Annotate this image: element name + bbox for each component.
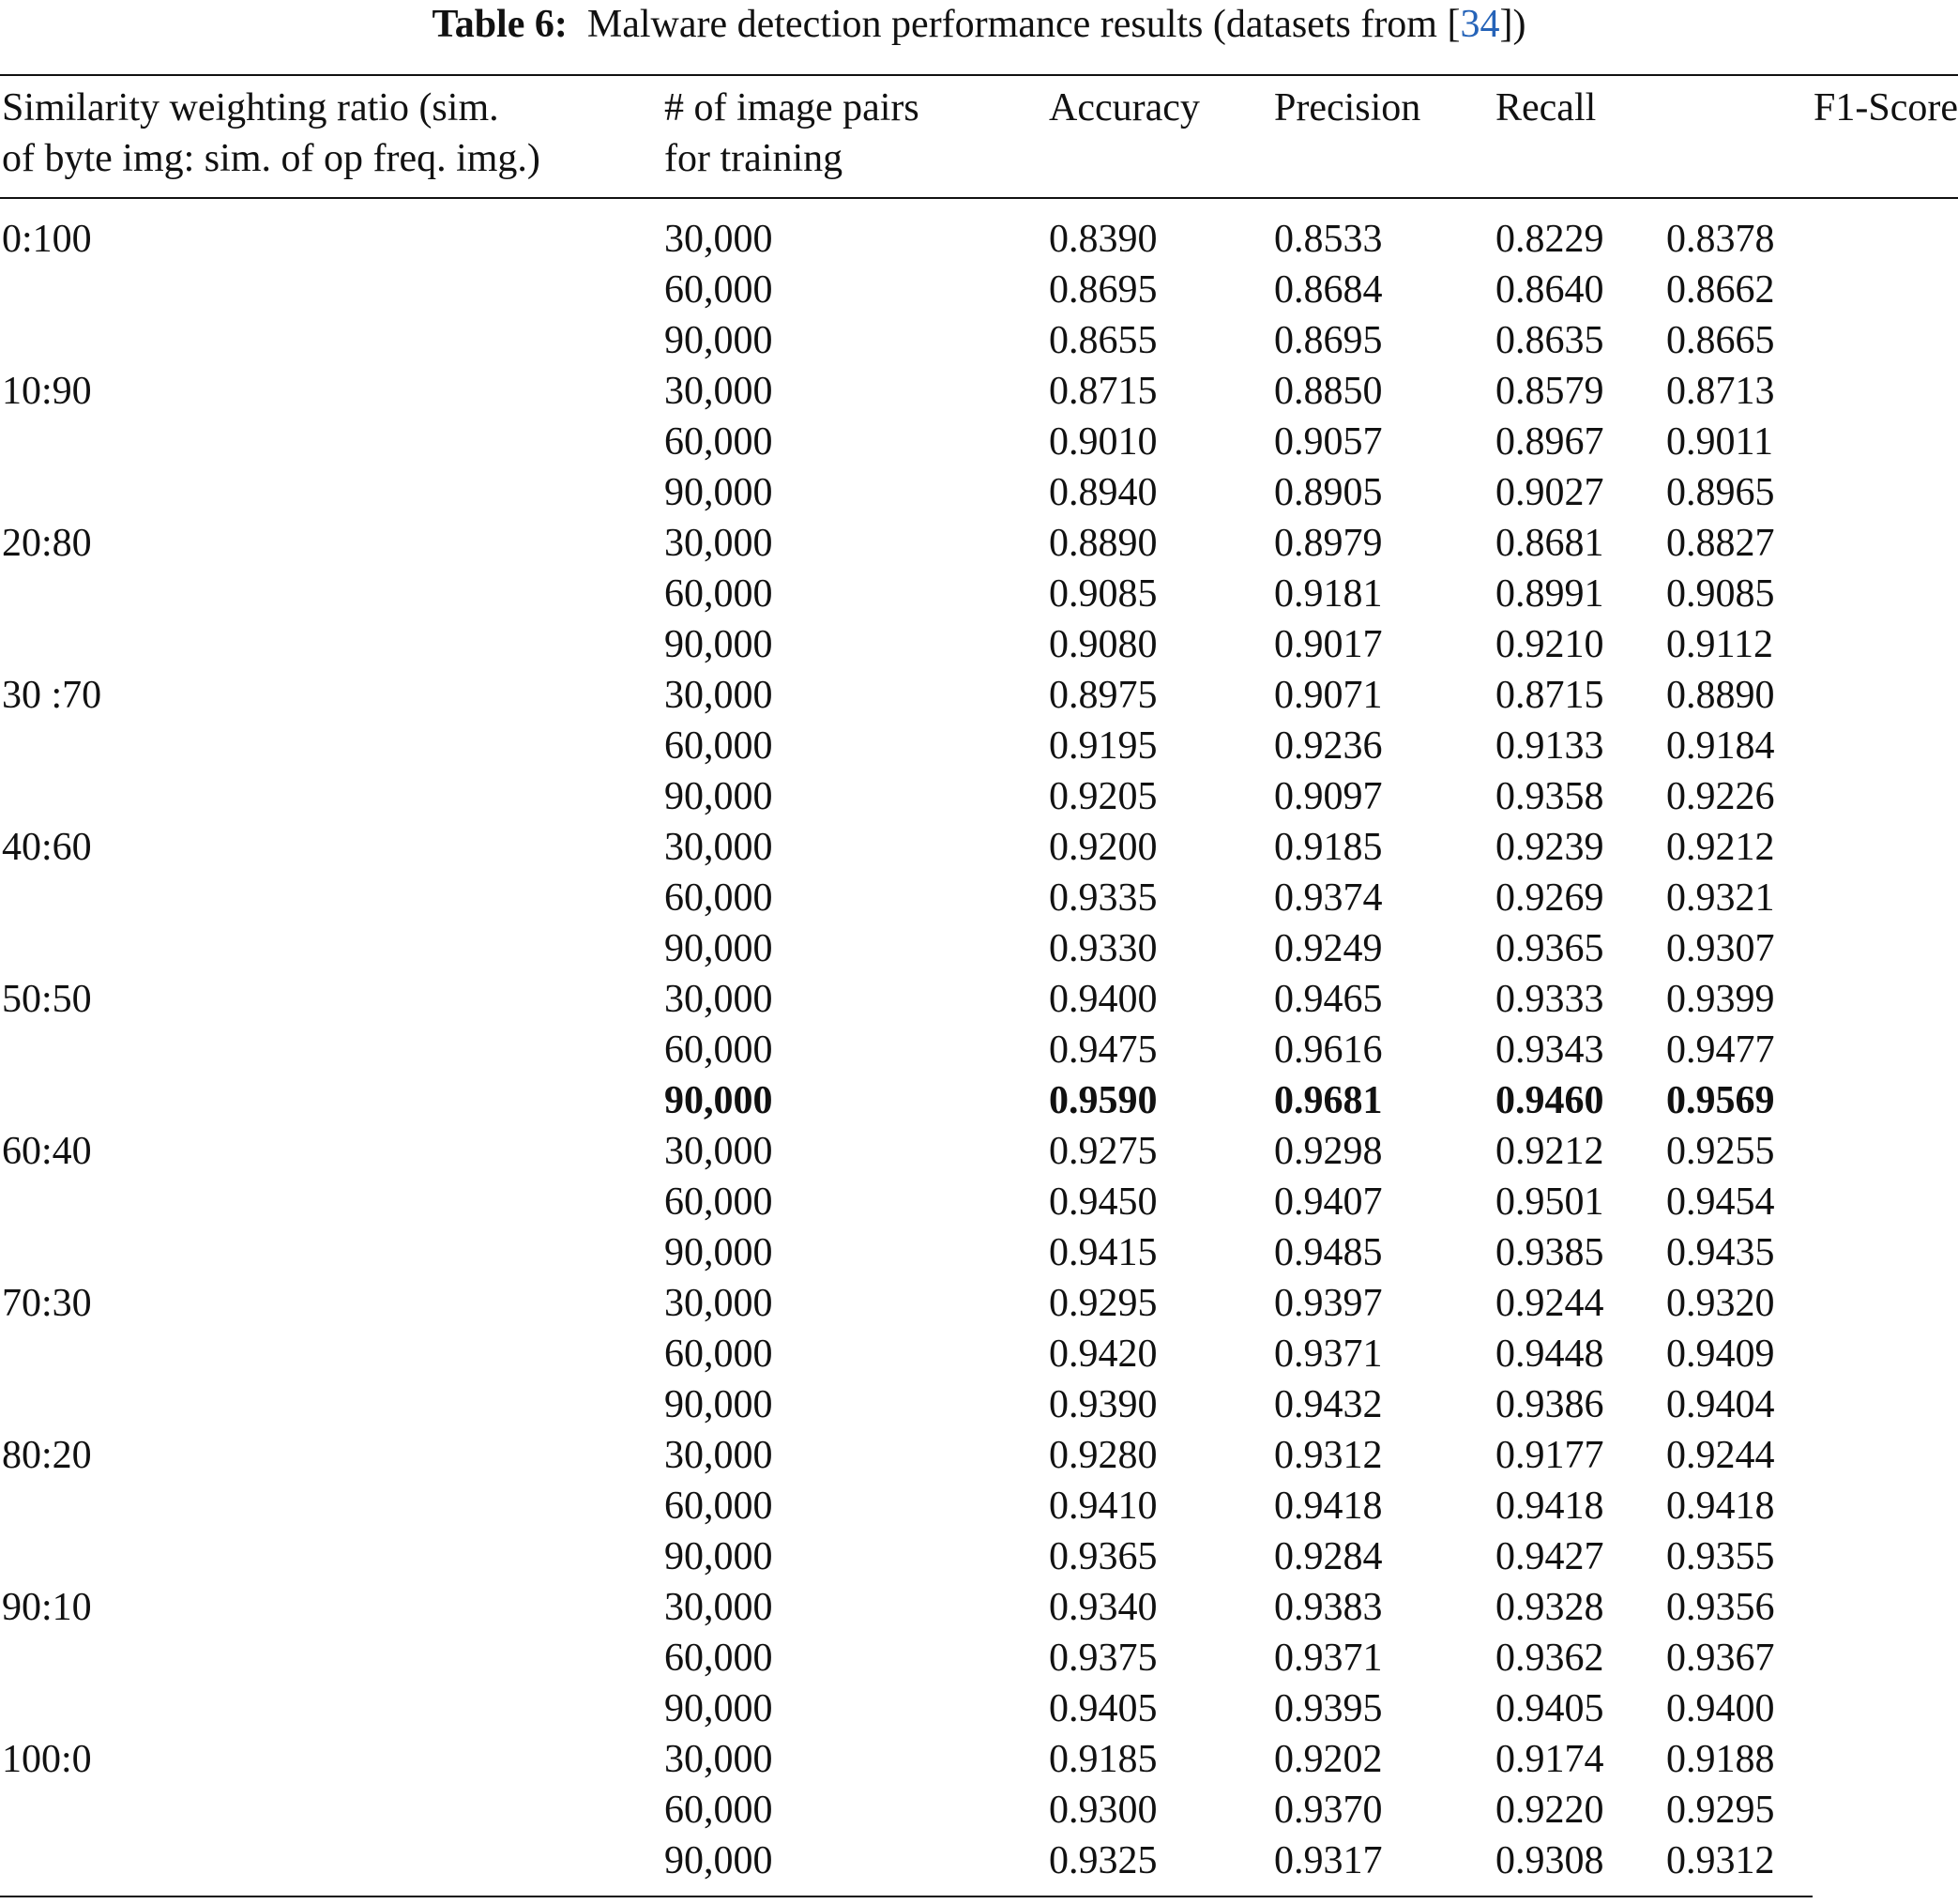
cell-f1-score: 0.9400	[1666, 1687, 1775, 1730]
cell-recall: 0.9269	[1495, 876, 1604, 920]
cell-accuracy: 0.9195	[1049, 724, 1158, 768]
cell-accuracy: 0.9365	[1049, 1535, 1158, 1578]
header-rule	[0, 197, 1958, 199]
cell-accuracy: 0.9295	[1049, 1282, 1158, 1325]
cell-recall: 0.9239	[1495, 826, 1604, 869]
cell-image-pairs: 30,000	[664, 522, 773, 565]
cell-recall: 0.9385	[1495, 1231, 1604, 1274]
cell-accuracy: 0.8715	[1049, 370, 1158, 413]
cell-f1-score: 0.9477	[1666, 1028, 1775, 1072]
cell-accuracy: 0.8695	[1049, 268, 1158, 312]
cell-precision: 0.9681	[1274, 1079, 1383, 1122]
cell-f1-score: 0.9435	[1666, 1231, 1775, 1274]
header-precision: Precision	[1274, 86, 1421, 129]
table-row	[0, 1126, 1958, 1177]
cell-accuracy: 0.9405	[1049, 1687, 1158, 1730]
cell-f1-score: 0.8965	[1666, 471, 1775, 514]
cell-accuracy: 0.9300	[1049, 1789, 1158, 1832]
table-row	[0, 1785, 1958, 1835]
table-row	[0, 1582, 1958, 1633]
cell-f1-score: 0.9184	[1666, 724, 1775, 768]
table-row	[0, 467, 1958, 518]
table-row	[0, 265, 1958, 315]
cell-similarity-ratio: 0:100	[2, 218, 92, 261]
cell-image-pairs: 60,000	[664, 572, 773, 616]
cell-precision: 0.9395	[1274, 1687, 1383, 1730]
cell-recall: 0.9365	[1495, 927, 1604, 970]
cell-accuracy: 0.8975	[1049, 674, 1158, 717]
cell-precision: 0.9418	[1274, 1485, 1383, 1528]
cell-image-pairs: 60,000	[664, 724, 773, 768]
cell-recall: 0.8640	[1495, 268, 1604, 312]
cell-image-pairs: 30,000	[664, 218, 773, 261]
table-row	[0, 1227, 1958, 1278]
cell-recall: 0.8715	[1495, 674, 1604, 717]
table-row	[0, 315, 1958, 366]
cell-precision: 0.9371	[1274, 1637, 1383, 1680]
cell-f1-score: 0.8827	[1666, 522, 1775, 565]
bottom-rule	[0, 1896, 1813, 1897]
cell-image-pairs: 30,000	[664, 978, 773, 1021]
header-image-pairs-line2: for training	[664, 137, 843, 180]
top-rule	[0, 74, 1958, 76]
cell-image-pairs: 90,000	[664, 623, 773, 666]
cell-precision: 0.9370	[1274, 1789, 1383, 1832]
cell-f1-score: 0.8890	[1666, 674, 1775, 717]
cell-precision: 0.9097	[1274, 775, 1383, 818]
cell-recall: 0.9343	[1495, 1028, 1604, 1072]
cell-recall: 0.9386	[1495, 1383, 1604, 1426]
cell-f1-score: 0.9307	[1666, 927, 1775, 970]
table-caption	[0, 0, 1958, 49]
table-row	[0, 1430, 1958, 1481]
cell-precision: 0.8533	[1274, 218, 1383, 261]
table-row	[0, 1379, 1958, 1430]
cell-image-pairs: 60,000	[664, 268, 773, 312]
cell-precision: 0.9312	[1274, 1434, 1383, 1477]
cell-recall: 0.9460	[1495, 1079, 1604, 1122]
cell-image-pairs: 60,000	[664, 876, 773, 920]
header-similarity-ratio	[2, 83, 540, 184]
table-row	[0, 518, 1958, 569]
cell-f1-score: 0.9454	[1666, 1180, 1775, 1224]
cell-f1-score: 0.9321	[1666, 876, 1775, 920]
header-similarity-ratio-line1: Similarity weighting ratio (sim.	[2, 86, 499, 129]
cell-recall: 0.9418	[1495, 1485, 1604, 1528]
cell-image-pairs: 60,000	[664, 1180, 773, 1224]
table-row	[0, 1329, 1958, 1379]
cell-recall: 0.8579	[1495, 370, 1604, 413]
table-row	[0, 873, 1958, 923]
cell-similarity-ratio: 80:20	[2, 1434, 92, 1477]
cell-image-pairs: 90,000	[664, 471, 773, 514]
cell-similarity-ratio: 70:30	[2, 1282, 92, 1325]
header-f1-score: F1-Score	[1814, 86, 1958, 129]
cell-recall: 0.9427	[1495, 1535, 1604, 1578]
cell-accuracy: 0.8940	[1049, 471, 1158, 514]
cell-precision: 0.9465	[1274, 978, 1383, 1021]
cell-accuracy: 0.9185	[1049, 1738, 1158, 1781]
table-body	[0, 214, 1958, 1886]
cell-recall: 0.9244	[1495, 1282, 1604, 1325]
cell-accuracy: 0.9375	[1049, 1637, 1158, 1680]
cell-f1-score: 0.9355	[1666, 1535, 1775, 1578]
table-row	[0, 1075, 1958, 1126]
cell-f1-score: 0.8713	[1666, 370, 1775, 413]
header-recall: Recall	[1495, 86, 1597, 129]
cell-precision: 0.8684	[1274, 268, 1383, 312]
cell-recall: 0.9220	[1495, 1789, 1604, 1832]
cell-image-pairs: 30,000	[664, 1738, 773, 1781]
table-row	[0, 670, 1958, 721]
cell-accuracy: 0.9400	[1049, 978, 1158, 1021]
cell-precision: 0.8905	[1274, 471, 1383, 514]
cell-recall: 0.9328	[1495, 1586, 1604, 1629]
table-row	[0, 923, 1958, 974]
table-row	[0, 1177, 1958, 1227]
header-accuracy: Accuracy	[1049, 86, 1200, 129]
cell-similarity-ratio: 100:0	[2, 1738, 92, 1781]
table-caption-text-end: ])	[1499, 3, 1526, 46]
cell-image-pairs: 90,000	[664, 927, 773, 970]
table-caption-text: Malware detection performance results (datasets from [	[586, 3, 1461, 46]
cell-f1-score: 0.8378	[1666, 218, 1775, 261]
cell-accuracy: 0.9280	[1049, 1434, 1158, 1477]
header-image-pairs	[664, 83, 919, 184]
cell-accuracy: 0.9410	[1049, 1485, 1158, 1528]
cell-accuracy: 0.9390	[1049, 1383, 1158, 1426]
header-image-pairs-line1: # of image pairs	[664, 86, 919, 129]
cell-image-pairs: 30,000	[664, 674, 773, 717]
cell-precision: 0.9317	[1274, 1839, 1383, 1882]
cell-f1-score: 0.9399	[1666, 978, 1775, 1021]
cell-accuracy: 0.9330	[1049, 927, 1158, 970]
cell-precision: 0.9485	[1274, 1231, 1383, 1274]
cell-precision: 0.9249	[1274, 927, 1383, 970]
cell-precision: 0.9202	[1274, 1738, 1383, 1781]
cell-f1-score: 0.9569	[1666, 1079, 1775, 1122]
cell-image-pairs: 30,000	[664, 826, 773, 869]
cell-recall: 0.9448	[1495, 1333, 1604, 1376]
cell-accuracy: 0.9420	[1049, 1333, 1158, 1376]
cell-image-pairs: 30,000	[664, 370, 773, 413]
cell-f1-score: 0.9312	[1666, 1839, 1775, 1882]
cell-image-pairs: 60,000	[664, 1028, 773, 1072]
table-row	[0, 771, 1958, 822]
table-row	[0, 569, 1958, 619]
cell-image-pairs: 60,000	[664, 1485, 773, 1528]
cell-precision: 0.9236	[1274, 724, 1383, 768]
cell-accuracy: 0.8390	[1049, 218, 1158, 261]
table-row	[0, 366, 1958, 417]
cell-recall: 0.9027	[1495, 471, 1604, 514]
cell-image-pairs: 30,000	[664, 1282, 773, 1325]
cell-accuracy: 0.9340	[1049, 1586, 1158, 1629]
cell-accuracy: 0.9085	[1049, 572, 1158, 616]
cell-f1-score: 0.9320	[1666, 1282, 1775, 1325]
cell-recall: 0.9308	[1495, 1839, 1604, 1882]
cell-f1-score: 0.9085	[1666, 572, 1775, 616]
cell-f1-score: 0.9367	[1666, 1637, 1775, 1680]
cell-image-pairs: 90,000	[664, 1839, 773, 1882]
cell-recall: 0.9177	[1495, 1434, 1604, 1477]
cell-image-pairs: 60,000	[664, 1789, 773, 1832]
cell-f1-score: 0.9404	[1666, 1383, 1775, 1426]
cell-accuracy: 0.9415	[1049, 1231, 1158, 1274]
cell-similarity-ratio: 30 :70	[2, 674, 102, 717]
table-row	[0, 417, 1958, 467]
cell-f1-score: 0.9244	[1666, 1434, 1775, 1477]
cell-image-pairs: 90,000	[664, 1535, 773, 1578]
table-row	[0, 1683, 1958, 1734]
header-similarity-ratio-line2: of byte img: sim. of op freq. img.)	[2, 137, 540, 180]
cell-image-pairs: 90,000	[664, 319, 773, 362]
cell-precision: 0.9284	[1274, 1535, 1383, 1578]
cell-accuracy: 0.8655	[1049, 319, 1158, 362]
table-row	[0, 214, 1958, 265]
cell-precision: 0.9432	[1274, 1383, 1383, 1426]
cell-accuracy: 0.9450	[1049, 1180, 1158, 1224]
cell-similarity-ratio: 40:60	[2, 826, 92, 869]
cell-recall: 0.9333	[1495, 978, 1604, 1021]
cell-precision: 0.8979	[1274, 522, 1383, 565]
cell-image-pairs: 90,000	[664, 1231, 773, 1274]
cell-precision: 0.9374	[1274, 876, 1383, 920]
table-row	[0, 1278, 1958, 1329]
cell-accuracy: 0.9080	[1049, 623, 1158, 666]
cell-f1-score: 0.9356	[1666, 1586, 1775, 1629]
cell-accuracy: 0.9475	[1049, 1028, 1158, 1072]
cell-similarity-ratio: 10:90	[2, 370, 92, 413]
cell-f1-score: 0.9112	[1666, 623, 1773, 666]
cell-similarity-ratio: 20:80	[2, 522, 92, 565]
cell-f1-score: 0.9011	[1666, 420, 1773, 464]
cell-precision: 0.9017	[1274, 623, 1383, 666]
table-row	[0, 619, 1958, 670]
table-row	[0, 1531, 1958, 1582]
cell-precision: 0.9407	[1274, 1180, 1383, 1224]
cell-recall: 0.8635	[1495, 319, 1604, 362]
cell-image-pairs: 90,000	[664, 1383, 773, 1426]
cell-recall: 0.9501	[1495, 1180, 1604, 1224]
cell-image-pairs: 60,000	[664, 1333, 773, 1376]
cell-accuracy: 0.9275	[1049, 1130, 1158, 1173]
cell-recall: 0.9210	[1495, 623, 1604, 666]
cell-image-pairs: 90,000	[664, 1687, 773, 1730]
cell-accuracy: 0.9590	[1049, 1079, 1158, 1122]
cell-recall: 0.8991	[1495, 572, 1604, 616]
cell-accuracy: 0.9205	[1049, 775, 1158, 818]
table-row	[0, 822, 1958, 873]
cell-precision: 0.9298	[1274, 1130, 1383, 1173]
cell-f1-score: 0.9226	[1666, 775, 1775, 818]
cell-image-pairs: 90,000	[664, 775, 773, 818]
table-caption-label: Table 6:	[432, 3, 568, 46]
cell-similarity-ratio: 90:10	[2, 1586, 92, 1629]
cell-precision: 0.9071	[1274, 674, 1383, 717]
table-row	[0, 1734, 1958, 1785]
cell-precision: 0.9383	[1274, 1586, 1383, 1629]
cell-image-pairs: 60,000	[664, 1637, 773, 1680]
cell-similarity-ratio: 50:50	[2, 978, 92, 1021]
table-row	[0, 1025, 1958, 1075]
cell-recall: 0.9212	[1495, 1130, 1604, 1173]
cell-image-pairs: 30,000	[664, 1434, 773, 1477]
cell-recall: 0.8681	[1495, 522, 1604, 565]
cell-precision: 0.9057	[1274, 420, 1383, 464]
cell-precision: 0.9371	[1274, 1333, 1383, 1376]
cell-f1-score: 0.9409	[1666, 1333, 1775, 1376]
cell-precision: 0.9616	[1274, 1028, 1383, 1072]
cell-recall: 0.9133	[1495, 724, 1604, 768]
cell-accuracy: 0.9325	[1049, 1839, 1158, 1882]
cell-recall: 0.8967	[1495, 420, 1604, 464]
cell-precision: 0.8850	[1274, 370, 1383, 413]
cell-recall: 0.9362	[1495, 1637, 1604, 1680]
cell-precision: 0.9185	[1274, 826, 1383, 869]
cell-precision: 0.9397	[1274, 1282, 1383, 1325]
cell-image-pairs: 30,000	[664, 1130, 773, 1173]
table-row	[0, 721, 1958, 771]
cell-accuracy: 0.8890	[1049, 522, 1158, 565]
cell-recall: 0.9358	[1495, 775, 1604, 818]
table-row	[0, 1835, 1958, 1886]
cell-precision: 0.9181	[1274, 572, 1383, 616]
cell-f1-score: 0.9295	[1666, 1789, 1775, 1832]
cell-recall: 0.9405	[1495, 1687, 1604, 1730]
cell-f1-score: 0.9418	[1666, 1485, 1775, 1528]
cell-accuracy: 0.9010	[1049, 420, 1158, 464]
citation-link[interactable]: 34	[1460, 3, 1500, 46]
cell-accuracy: 0.9335	[1049, 876, 1158, 920]
cell-accuracy: 0.9200	[1049, 826, 1158, 869]
cell-precision: 0.8695	[1274, 319, 1383, 362]
table-row	[0, 1633, 1958, 1683]
cell-recall: 0.9174	[1495, 1738, 1604, 1781]
table-row	[0, 1481, 1958, 1531]
cell-f1-score: 0.9188	[1666, 1738, 1775, 1781]
cell-image-pairs: 60,000	[664, 420, 773, 464]
table-row	[0, 974, 1958, 1025]
cell-f1-score: 0.9212	[1666, 826, 1775, 869]
cell-image-pairs: 90,000	[664, 1079, 773, 1122]
cell-image-pairs: 30,000	[664, 1586, 773, 1629]
cell-similarity-ratio: 60:40	[2, 1130, 92, 1173]
cell-recall: 0.8229	[1495, 218, 1604, 261]
cell-f1-score: 0.8662	[1666, 268, 1775, 312]
cell-f1-score: 0.9255	[1666, 1130, 1775, 1173]
cell-f1-score: 0.8665	[1666, 319, 1775, 362]
